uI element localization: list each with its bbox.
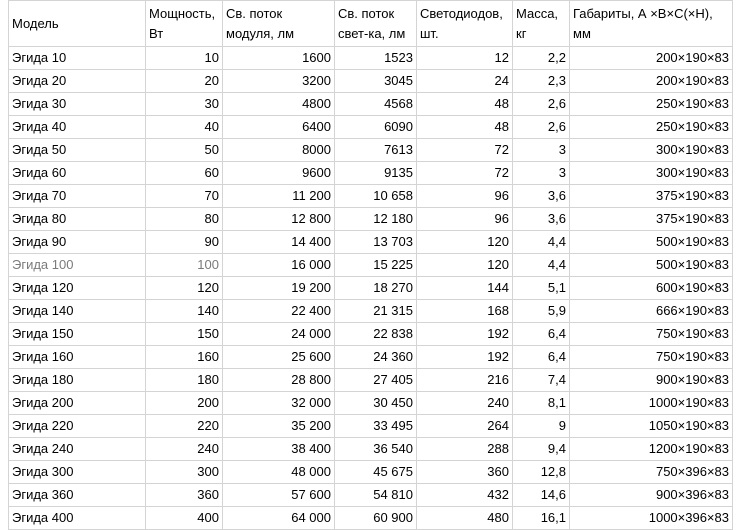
cell-module-flux[interactable]: 1600 [223,47,335,70]
cell-led-count[interactable]: 480 [417,507,513,530]
cell-dimensions[interactable]: 500×190×83 [570,254,733,277]
cell-module-flux[interactable]: 22 400 [223,300,335,323]
cell-dimensions[interactable]: 300×190×83 [570,139,733,162]
cell-mass[interactable]: 2,6 [513,116,570,139]
cell-led-count[interactable]: 288 [417,438,513,461]
cell-fixture-flux[interactable]: 1523 [335,47,417,70]
cell-power[interactable]: 50 [146,139,223,162]
cell-mass[interactable]: 5,9 [513,300,570,323]
cell-mass[interactable]: 3 [513,139,570,162]
cell-fixture-flux[interactable]: 24 360 [335,346,417,369]
cell-fixture-flux[interactable]: 4568 [335,93,417,116]
cell-fixture-flux[interactable]: 12 180 [335,208,417,231]
header-cell-led-count[interactable]: Светодиодов, шт. [417,1,513,47]
header-cell-model[interactable]: Модель [9,1,146,47]
cell-module-flux[interactable]: 11 200 [223,185,335,208]
cell-power[interactable]: 120 [146,277,223,300]
cell-model[interactable]: Эгида 70 [9,185,146,208]
cell-module-flux[interactable]: 24 000 [223,323,335,346]
cell-led-count[interactable]: 120 [417,254,513,277]
cell-mass[interactable]: 3,6 [513,185,570,208]
table-row [9,392,733,415]
cell-module-flux[interactable]: 9600 [223,162,335,185]
cell-module-flux[interactable]: 4800 [223,93,335,116]
cell-led-count[interactable]: 216 [417,369,513,392]
cell-model[interactable]: Эгида 400 [9,507,146,530]
table-row [9,277,733,300]
cell-led-count[interactable]: 24 [417,70,513,93]
cell-mass[interactable]: 9 [513,415,570,438]
table-row [9,300,733,323]
cell-led-count[interactable]: 96 [417,208,513,231]
header-cell-fixture-flux[interactable]: Св. поток свет-ка, лм [335,1,417,47]
cell-power[interactable]: 90 [146,231,223,254]
header-cell-mass[interactable]: Масса, кг [513,1,570,47]
cell-led-count[interactable]: 360 [417,461,513,484]
cell-power[interactable]: 150 [146,323,223,346]
cell-module-flux[interactable]: 12 800 [223,208,335,231]
cell-dimensions[interactable]: 1200×190×83 [570,438,733,461]
cell-mass[interactable]: 6,4 [513,346,570,369]
cell-fixture-flux[interactable]: 36 540 [335,438,417,461]
cell-module-flux[interactable]: 57 600 [223,484,335,507]
table-row [9,507,733,530]
cell-mass[interactable]: 5,1 [513,277,570,300]
cell-module-flux[interactable]: 64 000 [223,507,335,530]
cell-power[interactable]: 100 [146,254,223,277]
table-row [9,116,733,139]
cell-led-count[interactable]: 96 [417,185,513,208]
cell-led-count[interactable]: 240 [417,392,513,415]
cell-power[interactable]: 180 [146,369,223,392]
table-row [9,415,733,438]
cell-fixture-flux[interactable]: 7613 [335,139,417,162]
cell-module-flux[interactable]: 19 200 [223,277,335,300]
header-cell-power[interactable]: Мощность, Вт [146,1,223,47]
cell-led-count[interactable]: 12 [417,47,513,70]
cell-fixture-flux[interactable]: 3045 [335,70,417,93]
cell-fixture-flux[interactable]: 10 658 [335,185,417,208]
cell-model[interactable]: Эгида 200 [9,392,146,415]
cell-fixture-flux[interactable]: 9135 [335,162,417,185]
cell-fixture-flux[interactable]: 33 495 [335,415,417,438]
table-row [9,254,733,277]
cell-dimensions[interactable]: 750×190×83 [570,346,733,369]
cell-model[interactable]: Эгида 160 [9,346,146,369]
cell-model[interactable]: Эгида 360 [9,484,146,507]
cell-mass[interactable]: 4,4 [513,231,570,254]
table-row [9,438,733,461]
cell-module-flux[interactable]: 8000 [223,139,335,162]
cell-power[interactable]: 80 [146,208,223,231]
cell-led-count[interactable]: 120 [417,231,513,254]
cell-dimensions[interactable]: 250×190×83 [570,93,733,116]
cell-dimensions[interactable]: 375×190×83 [570,208,733,231]
cell-power[interactable]: 70 [146,185,223,208]
cell-power[interactable]: 400 [146,507,223,530]
cell-mass[interactable]: 4,4 [513,254,570,277]
cell-module-flux[interactable]: 14 400 [223,231,335,254]
cell-power[interactable]: 200 [146,392,223,415]
cell-model[interactable]: Эгида 20 [9,70,146,93]
table-row [9,484,733,507]
cell-fixture-flux[interactable]: 15 225 [335,254,417,277]
cell-fixture-flux[interactable]: 30 450 [335,392,417,415]
cell-mass[interactable]: 2,3 [513,70,570,93]
cell-fixture-flux[interactable]: 6090 [335,116,417,139]
cell-module-flux[interactable]: 32 000 [223,392,335,415]
cell-power[interactable]: 20 [146,70,223,93]
cell-power[interactable]: 140 [146,300,223,323]
cell-mass[interactable]: 7,4 [513,369,570,392]
cell-fixture-flux[interactable]: 45 675 [335,461,417,484]
cell-model[interactable]: Эгида 30 [9,93,146,116]
cell-dimensions[interactable]: 750×190×83 [570,323,733,346]
cell-dimensions[interactable]: 200×190×83 [570,47,733,70]
cell-power[interactable]: 30 [146,93,223,116]
cell-power[interactable]: 240 [146,438,223,461]
cell-led-count[interactable]: 432 [417,484,513,507]
cell-dimensions[interactable]: 1000×396×83 [570,507,733,530]
cell-fixture-flux[interactable]: 54 810 [335,484,417,507]
cell-mass[interactable]: 12,8 [513,461,570,484]
cell-mass[interactable]: 6,4 [513,323,570,346]
header-cell-module-flux[interactable]: Св. поток модуля, лм [223,1,335,47]
table-row [9,346,733,369]
cell-led-count[interactable]: 168 [417,300,513,323]
cell-led-count[interactable]: 48 [417,116,513,139]
cell-dimensions[interactable]: 900×396×83 [570,484,733,507]
cell-fixture-flux[interactable]: 13 703 [335,231,417,254]
cell-module-flux[interactable]: 35 200 [223,415,335,438]
table-row [9,70,733,93]
table-row [9,139,733,162]
product-table [8,0,733,530]
cell-fixture-flux[interactable]: 27 405 [335,369,417,392]
table-row [9,185,733,208]
cell-module-flux[interactable]: 16 000 [223,254,335,277]
cell-led-count[interactable]: 192 [417,346,513,369]
cell-model[interactable]: Эгида 220 [9,415,146,438]
cell-model[interactable]: Эгида 240 [9,438,146,461]
cell-dimensions[interactable]: 750×396×83 [570,461,733,484]
table-row [9,369,733,392]
cell-module-flux[interactable]: 38 400 [223,438,335,461]
cell-dimensions[interactable]: 250×190×83 [570,116,733,139]
cell-module-flux[interactable]: 25 600 [223,346,335,369]
cell-module-flux[interactable]: 3200 [223,70,335,93]
cell-dimensions[interactable]: 375×190×83 [570,185,733,208]
cell-mass[interactable]: 14,6 [513,484,570,507]
cell-model[interactable]: Эгида 10 [9,47,146,70]
cell-mass[interactable]: 8,1 [513,392,570,415]
cell-power[interactable]: 300 [146,461,223,484]
cell-fixture-flux[interactable]: 22 838 [335,323,417,346]
cell-power[interactable]: 60 [146,162,223,185]
table-row [9,461,733,484]
cell-mass[interactable]: 16,1 [513,507,570,530]
cell-mass[interactable]: 3,6 [513,208,570,231]
cell-power[interactable]: 160 [146,346,223,369]
table-row [9,162,733,185]
cell-fixture-flux[interactable]: 21 315 [335,300,417,323]
cell-model[interactable]: Эгида 80 [9,208,146,231]
cell-power[interactable]: 10 [146,47,223,70]
cell-dimensions[interactable]: 300×190×83 [570,162,733,185]
cell-dimensions[interactable]: 500×190×83 [570,231,733,254]
cell-module-flux[interactable]: 6400 [223,116,335,139]
cell-model[interactable]: Эгида 50 [9,139,146,162]
cell-model[interactable]: Эгида 300 [9,461,146,484]
cell-model[interactable]: Эгида 150 [9,323,146,346]
cell-power[interactable]: 220 [146,415,223,438]
header-cell-dimensions[interactable]: Габариты, А ×В×С(×Н), мм [570,1,733,47]
cell-dimensions[interactable]: 1000×190×83 [570,392,733,415]
cell-model[interactable]: Эгида 180 [9,369,146,392]
cell-model[interactable]: Эгида 140 [9,300,146,323]
cell-led-count[interactable]: 144 [417,277,513,300]
cell-dimensions[interactable]: 600×190×83 [570,277,733,300]
cell-mass[interactable]: 3 [513,162,570,185]
cell-dimensions[interactable]: 1050×190×83 [570,415,733,438]
cell-model[interactable]: Эгида 100 [9,254,146,277]
table-row [9,47,733,70]
cell-fixture-flux[interactable]: 60 900 [335,507,417,530]
cell-dimensions[interactable]: 666×190×83 [570,300,733,323]
table-row [9,208,733,231]
cell-dimensions[interactable]: 900×190×83 [570,369,733,392]
cell-dimensions[interactable]: 200×190×83 [570,70,733,93]
cell-led-count[interactable]: 48 [417,93,513,116]
header-row [9,1,733,47]
cell-led-count[interactable]: 192 [417,323,513,346]
table-row [9,93,733,116]
cell-model[interactable]: Эгида 60 [9,162,146,185]
cell-led-count[interactable]: 264 [417,415,513,438]
table-row [9,323,733,346]
cell-model[interactable]: Эгида 90 [9,231,146,254]
cell-mass[interactable]: 9,4 [513,438,570,461]
cell-mass[interactable]: 2,2 [513,47,570,70]
cell-module-flux[interactable]: 28 800 [223,369,335,392]
cell-fixture-flux[interactable]: 18 270 [335,277,417,300]
cell-module-flux[interactable]: 48 000 [223,461,335,484]
cell-led-count[interactable]: 72 [417,162,513,185]
cell-model[interactable]: Эгида 120 [9,277,146,300]
cell-mass[interactable]: 2,6 [513,93,570,116]
cell-power[interactable]: 40 [146,116,223,139]
cell-model[interactable]: Эгида 40 [9,116,146,139]
cell-led-count[interactable]: 72 [417,139,513,162]
cell-power[interactable]: 360 [146,484,223,507]
table-row [9,231,733,254]
